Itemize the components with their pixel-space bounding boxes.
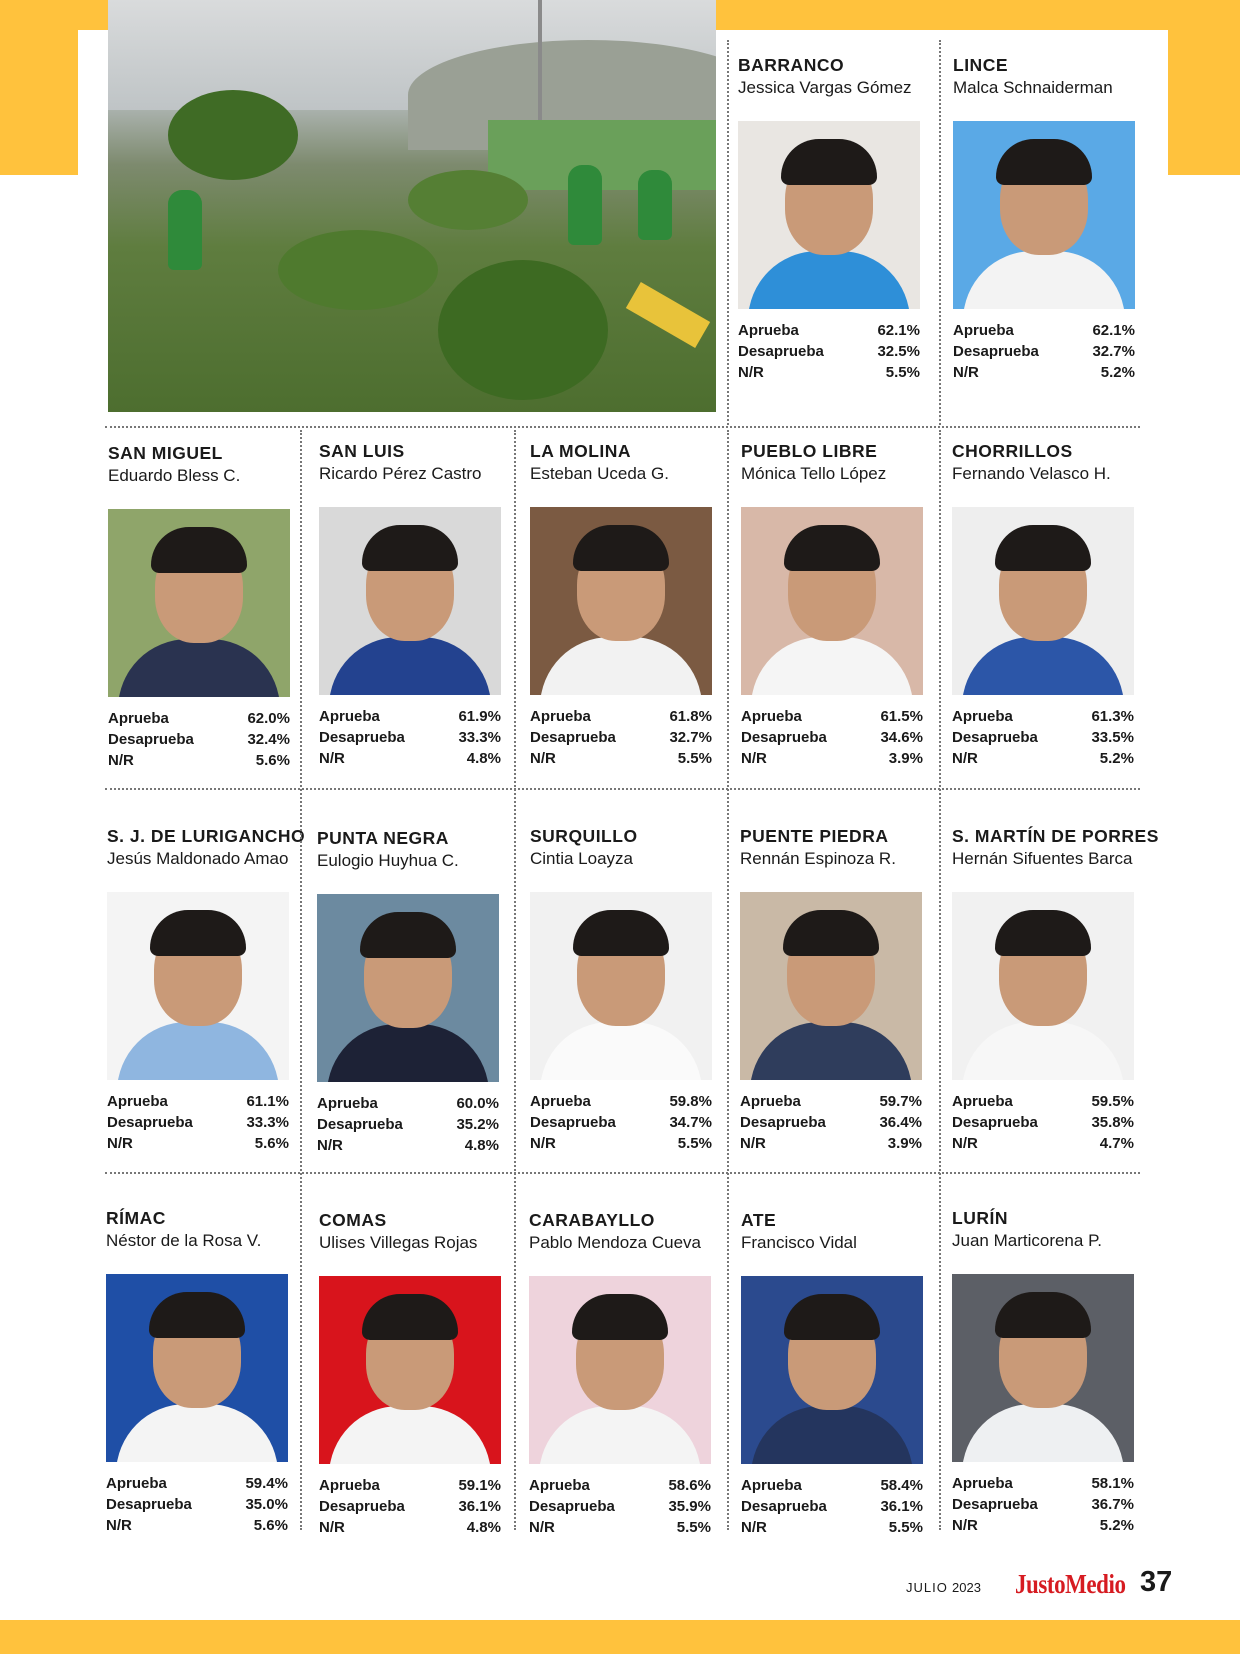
disapprove-label: Desaprueba	[741, 1498, 827, 1515]
mayor-name: Malca Schnaiderman	[953, 78, 1113, 97]
approve-label: Aprueba	[529, 1477, 590, 1494]
approval-stats	[952, 706, 1134, 769]
row-divider	[105, 788, 1140, 790]
mayor-name: Ulises Villegas Rojas	[319, 1233, 478, 1252]
portrait-outfit	[329, 1406, 491, 1464]
row-divider	[105, 426, 1140, 428]
nr-label: N/R	[952, 1135, 978, 1152]
issue-month: JULIO	[906, 1580, 948, 1595]
disapprove-label: Desaprueba	[529, 1498, 615, 1515]
portrait-outfit	[116, 1404, 278, 1462]
approve-value: 61.1%	[246, 1093, 289, 1110]
mayor-portrait	[106, 1274, 288, 1462]
disapprove-label: Desaprueba	[530, 1114, 616, 1131]
mayor-name: Mónica Tello López	[741, 464, 887, 483]
approve-value: 62.1%	[1092, 322, 1135, 339]
mayor-portrait	[741, 1276, 923, 1464]
approval-stats	[530, 1091, 712, 1154]
mayor-portrait	[530, 507, 712, 695]
portrait-hair	[995, 910, 1091, 956]
district-name: ATE	[741, 1210, 777, 1230]
district-name: BARRANCO	[738, 55, 845, 75]
disapprove-value: 36.4%	[879, 1114, 922, 1131]
portrait-hair	[573, 525, 669, 571]
nr-value: 5.6%	[253, 1517, 288, 1534]
portrait-outfit	[751, 637, 913, 695]
disapprove-label: Desaprueba	[106, 1496, 192, 1513]
mayor-portrait	[952, 892, 1134, 1080]
portrait-hair	[996, 139, 1092, 185]
nr-value: 5.2%	[1100, 364, 1135, 381]
mayor-portrait	[319, 1276, 501, 1464]
column-divider	[727, 40, 729, 425]
disapprove-label: Desaprueba	[107, 1114, 193, 1131]
district-name: COMAS	[319, 1210, 387, 1230]
portrait-hair	[784, 525, 880, 571]
nr-label: N/R	[319, 1519, 345, 1536]
approve-value: 58.6%	[668, 1477, 711, 1494]
disapprove-label: Desaprueba	[738, 343, 824, 360]
portrait-hair	[151, 527, 247, 573]
mayor-portrait	[741, 507, 923, 695]
nr-label: N/R	[529, 1519, 555, 1536]
disapprove-label: Desaprueba	[740, 1114, 826, 1131]
portrait-outfit	[540, 1022, 702, 1080]
disapprove-value: 32.4%	[247, 731, 290, 748]
nr-label: N/R	[741, 1519, 767, 1536]
mayor-name: Hernán Sifuentes Barca	[952, 849, 1133, 868]
approve-label: Aprueba	[952, 708, 1013, 725]
disapprove-value: 34.6%	[880, 729, 923, 746]
disapprove-label: Desaprueba	[952, 1496, 1038, 1513]
magazine-logo: JustoMedio	[1015, 1569, 1126, 1599]
district-name: S. J. DE LURIGANCHO	[107, 826, 306, 846]
portrait-hair	[362, 1294, 458, 1340]
nr-value: 3.9%	[887, 1135, 922, 1152]
mayor-portrait	[530, 892, 712, 1080]
district-name: S. MARTÍN DE PORRES	[952, 826, 1159, 846]
mayor-name: Fernando Velasco H.	[952, 464, 1111, 483]
disapprove-label: Desaprueba	[319, 1498, 405, 1515]
disapprove-value: 33.3%	[246, 1114, 289, 1131]
mayor-portrait	[740, 892, 922, 1080]
mayor-portrait	[529, 1276, 711, 1464]
mayor-name: Rennán Espinoza R.	[740, 849, 896, 868]
district-name: SAN LUIS	[319, 441, 405, 461]
portrait-outfit	[962, 1404, 1124, 1462]
district-name: SAN MIGUEL	[108, 443, 223, 463]
approve-label: Aprueba	[738, 322, 799, 339]
mayor-name: Jessica Vargas Gómez	[738, 78, 912, 97]
portrait-outfit	[329, 637, 491, 695]
portrait-hair	[995, 525, 1091, 571]
nr-label: N/R	[319, 750, 345, 767]
approval-stats	[953, 320, 1135, 383]
approve-value: 60.0%	[456, 1095, 499, 1112]
mayor-name: Cintia Loayza	[530, 849, 634, 868]
page-number: 37	[1140, 1566, 1173, 1598]
mayor-name: Eulogio Huyhua C.	[317, 851, 459, 870]
nr-label: N/R	[106, 1517, 132, 1534]
disapprove-label: Desaprueba	[953, 343, 1039, 360]
column-divider	[300, 430, 302, 1530]
district-name: PUNTA NEGRA	[317, 828, 449, 848]
disapprove-value: 35.2%	[456, 1116, 499, 1133]
disapprove-value: 32.7%	[1092, 343, 1135, 360]
approval-stats	[106, 1473, 288, 1536]
approve-value: 62.1%	[877, 322, 920, 339]
portrait-outfit	[118, 639, 280, 697]
mayor-portrait	[319, 507, 501, 695]
approval-stats	[952, 1091, 1134, 1154]
nr-value: 5.5%	[677, 750, 712, 767]
disapprove-value: 36.7%	[1091, 1496, 1134, 1513]
mayor-name: Juan Marticorena P.	[952, 1231, 1102, 1250]
approve-label: Aprueba	[108, 710, 169, 727]
nr-value: 4.8%	[466, 750, 501, 767]
approval-stats	[529, 1475, 711, 1538]
nr-label: N/R	[317, 1137, 343, 1154]
approve-value: 62.0%	[247, 710, 290, 727]
approve-label: Aprueba	[319, 1477, 380, 1494]
mayor-name: Jesús Maldonado Amao	[107, 849, 289, 868]
approve-label: Aprueba	[530, 1093, 591, 1110]
approve-value: 61.3%	[1091, 708, 1134, 725]
disapprove-label: Desaprueba	[317, 1116, 403, 1133]
mayor-name: Francisco Vidal	[741, 1233, 857, 1252]
nr-value: 4.8%	[466, 1519, 501, 1536]
approval-stats	[108, 708, 290, 771]
nr-value: 4.7%	[1099, 1135, 1134, 1152]
disapprove-label: Desaprueba	[319, 729, 405, 746]
column-divider	[939, 430, 941, 1530]
approval-stats	[738, 320, 920, 383]
portrait-outfit	[962, 637, 1124, 695]
approve-value: 58.4%	[880, 1477, 923, 1494]
approve-value: 58.1%	[1091, 1475, 1134, 1492]
nr-label: N/R	[952, 1517, 978, 1534]
nr-value: 5.5%	[888, 1519, 923, 1536]
nr-label: N/R	[530, 1135, 556, 1152]
approve-label: Aprueba	[740, 1093, 801, 1110]
nr-value: 5.6%	[255, 752, 290, 769]
mayor-portrait	[107, 892, 289, 1080]
row-divider	[105, 1172, 1140, 1174]
portrait-outfit	[751, 1406, 913, 1464]
portrait-hair	[572, 1294, 668, 1340]
disapprove-value: 34.7%	[669, 1114, 712, 1131]
district-name: SURQUILLO	[530, 826, 638, 846]
portrait-outfit	[750, 1022, 912, 1080]
approval-stats	[319, 706, 501, 769]
mayor-portrait	[108, 509, 290, 697]
disapprove-value: 36.1%	[880, 1498, 923, 1515]
portrait-outfit	[962, 1022, 1124, 1080]
mayor-name: Eduardo Bless C.	[108, 466, 241, 485]
approve-value: 61.8%	[669, 708, 712, 725]
disapprove-value: 36.1%	[458, 1498, 501, 1515]
district-name: LURÍN	[952, 1208, 1008, 1228]
district-name: LINCE	[953, 55, 1008, 75]
nr-value: 3.9%	[888, 750, 923, 767]
issue-year: 2023	[952, 1580, 981, 1595]
nr-value: 5.2%	[1099, 1517, 1134, 1534]
approve-value: 59.4%	[245, 1475, 288, 1492]
mayor-name: Pablo Mendoza Cueva	[529, 1233, 702, 1252]
disapprove-label: Desaprueba	[952, 1114, 1038, 1131]
bottom-accent-band	[0, 1620, 1240, 1654]
nr-value: 5.5%	[676, 1519, 711, 1536]
disapprove-label: Desaprueba	[108, 731, 194, 748]
disapprove-value: 33.3%	[458, 729, 501, 746]
portrait-outfit	[963, 251, 1125, 309]
portrait-outfit	[117, 1022, 279, 1080]
nr-value: 4.8%	[464, 1137, 499, 1154]
nr-label: N/R	[108, 752, 134, 769]
disapprove-label: Desaprueba	[952, 729, 1038, 746]
approve-value: 59.8%	[669, 1093, 712, 1110]
approve-label: Aprueba	[741, 708, 802, 725]
nr-label: N/R	[952, 750, 978, 767]
portrait-hair	[150, 910, 246, 956]
mayor-portrait	[738, 121, 920, 309]
nr-label: N/R	[953, 364, 979, 381]
approve-label: Aprueba	[530, 708, 591, 725]
mayor-name: Esteban Uceda G.	[530, 464, 669, 483]
column-divider	[939, 40, 941, 425]
approve-label: Aprueba	[953, 322, 1014, 339]
district-name: CARABAYLLO	[529, 1210, 655, 1230]
portrait-outfit	[540, 637, 702, 695]
disapprove-value: 33.5%	[1091, 729, 1134, 746]
nr-label: N/R	[741, 750, 767, 767]
column-divider	[514, 430, 516, 1530]
portrait-hair	[781, 139, 877, 185]
district-name: LA MOLINA	[530, 441, 632, 461]
nr-value: 5.2%	[1099, 750, 1134, 767]
disapprove-value: 35.9%	[668, 1498, 711, 1515]
nr-label: N/R	[740, 1135, 766, 1152]
approval-stats	[741, 706, 923, 769]
district-name: RÍMAC	[106, 1208, 166, 1228]
mayor-portrait	[317, 894, 499, 1082]
approval-stats	[317, 1093, 499, 1156]
approve-label: Aprueba	[317, 1095, 378, 1112]
nr-label: N/R	[107, 1135, 133, 1152]
approve-label: Aprueba	[319, 708, 380, 725]
nr-value: 5.5%	[677, 1135, 712, 1152]
district-name: PUENTE PIEDRA	[740, 826, 889, 846]
approve-value: 59.1%	[458, 1477, 501, 1494]
mayor-portrait	[953, 121, 1135, 309]
approval-stats	[740, 1091, 922, 1154]
column-divider	[727, 430, 729, 1530]
approve-value: 61.5%	[880, 708, 923, 725]
disapprove-value: 32.5%	[877, 343, 920, 360]
disapprove-label: Desaprueba	[530, 729, 616, 746]
portrait-hair	[573, 910, 669, 956]
disapprove-value: 35.0%	[245, 1496, 288, 1513]
approve-label: Aprueba	[952, 1475, 1013, 1492]
nr-label: N/R	[738, 364, 764, 381]
portrait-hair	[360, 912, 456, 958]
mayor-portrait	[952, 507, 1134, 695]
mayor-portrait	[952, 1274, 1134, 1462]
disapprove-value: 32.7%	[669, 729, 712, 746]
mayor-name: Ricardo Pérez Castro	[319, 464, 482, 483]
portrait-outfit	[539, 1406, 701, 1464]
approve-label: Aprueba	[952, 1093, 1013, 1110]
approval-stats	[107, 1091, 289, 1154]
portrait-hair	[149, 1292, 245, 1338]
nr-label: N/R	[530, 750, 556, 767]
portrait-outfit	[748, 251, 910, 309]
approval-stats	[741, 1475, 923, 1538]
approval-stats	[530, 706, 712, 769]
district-name: PUEBLO LIBRE	[741, 441, 878, 461]
nr-value: 5.6%	[254, 1135, 289, 1152]
approval-stats	[952, 1473, 1134, 1536]
disapprove-value: 35.8%	[1091, 1114, 1134, 1131]
portrait-hair	[995, 1292, 1091, 1338]
park-maintenance-photo	[108, 0, 716, 412]
portrait-hair	[783, 910, 879, 956]
district-name: CHORRILLOS	[952, 441, 1073, 461]
approve-label: Aprueba	[106, 1475, 167, 1492]
disapprove-label: Desaprueba	[741, 729, 827, 746]
approve-value: 59.5%	[1091, 1093, 1134, 1110]
approve-label: Aprueba	[107, 1093, 168, 1110]
mayor-name: Néstor de la Rosa V.	[106, 1231, 262, 1250]
approve-value: 61.9%	[458, 708, 501, 725]
portrait-outfit	[327, 1024, 489, 1082]
approval-stats	[319, 1475, 501, 1538]
approve-label: Aprueba	[741, 1477, 802, 1494]
approve-value: 59.7%	[879, 1093, 922, 1110]
portrait-hair	[362, 525, 458, 571]
portrait-hair	[784, 1294, 880, 1340]
nr-value: 5.5%	[885, 364, 920, 381]
